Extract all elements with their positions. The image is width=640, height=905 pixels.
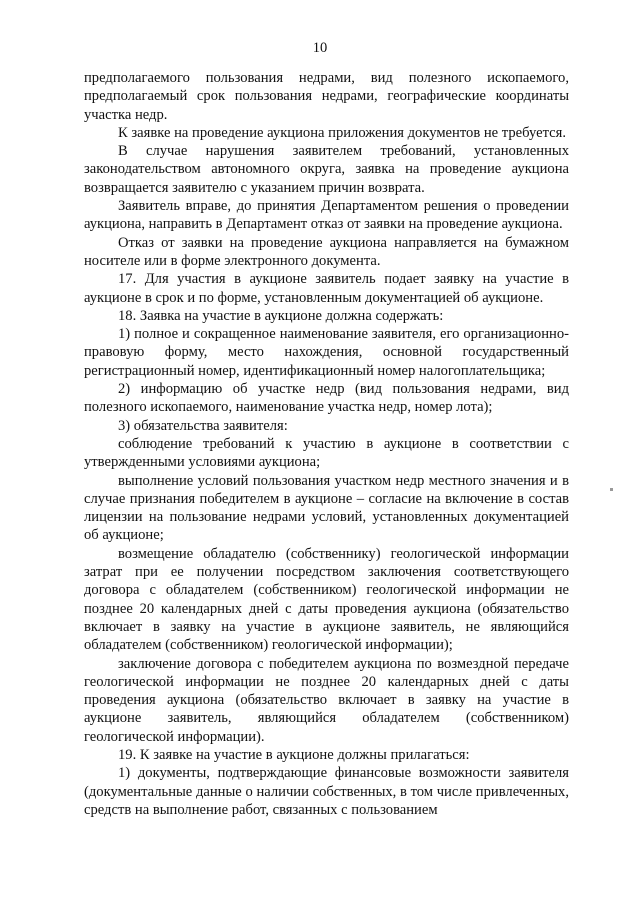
paragraph-withdrawal-right: Заявитель вправе, до принятия Департаментом решения о проведении аукциона, направить в Департамент отказ от заявки на проведение аукциона. [84,198,569,233]
paragraph-continuation: предполагаемого пользования недрами, вид полезного ископаемого, предполагаемый срок пользования недрами, географические координаты участка недр. [84,70,569,123]
paragraph-no-documents: К заявке на проведение аукциона приложения документов не требуется. [118,124,566,141]
paragraph-obligation-reimbursement: возмещение обладателю (собственнику) геологической информации затрат при ее получении посредством заключения соответствующего договора с обладателем (собственником) геологической информации не позднее 20 календарных дней с даты проведения аукциона (обязательство включает в заявку на участие в аукционе заявитель, не являющийся обладателем (собственником) геологической информации); [84,545,569,654]
paragraph-obligation-conditions: выполнение условий пользования участком недр местного значения и в случае признания победителем в аукционе – согласие на включение в состав лицензии на пользование недрами условий, установленных документацией об аукционе; [84,472,569,544]
paragraph-violation-return: В случае нарушения заявителем требований, установленных законодательством автономного округа, заявка на проведение аукциона возвращается заявителю с указанием причин возврата. [84,143,569,196]
paragraph-item-19-1: 1) документы, подтверждающие финансовые возможности заявителя (документальные данные о наличии собственных, в том числе привлеченных, средств на выполнение работ, связанных с пользованием [84,765,569,818]
paragraph-obligation-contract: заключение договора с победителем аукциона по возмездной передаче геологической информации не позднее 20 календарных дней с даты проведения аукциона (обязательство включает в заявку на участие в аукционе заявитель, являющийся обладателем (собственником) геологической информации). [84,655,569,745]
paragraph-obligation-compliance: соблюдение требований к участию в аукционе в соответствии с утвержденными условиями аукциона; [84,435,569,471]
paragraph-item-17: 17. Для участия в аукционе заявитель подает заявку на участие в аукционе в срок и по форме, установленным документацией об аукционе. [84,271,569,306]
paragraph-item-19: 19. К заявке на участие в аукционе должны прилагаться: [118,746,470,763]
paragraph-item-18-3: 3) обязательства заявителя: [118,417,288,434]
paragraph-item-18-2: 2) информацию об участке недр (вид пользования недрами, вид полезного ископаемого, наименование участка недр, номер лота); [84,381,569,416]
paragraph-item-18: 18. Заявка на участие в аукционе должна содержать: [118,307,444,324]
scan-speck [610,488,613,491]
paragraph-withdrawal-form: Отказ от заявки на проведение аукциона направляется на бумажном носителе или в форме электронного документа. [84,234,569,269]
paragraph-item-18-1: 1) полное и сокращенное наименование заявителя, его организационно-правовую форму, место нахождения, основной государственный регистрационный номер, идентификационный номер налогоплательщика; [84,326,569,379]
page-number: 10 [312,40,328,56]
body-text [84,69,569,819]
